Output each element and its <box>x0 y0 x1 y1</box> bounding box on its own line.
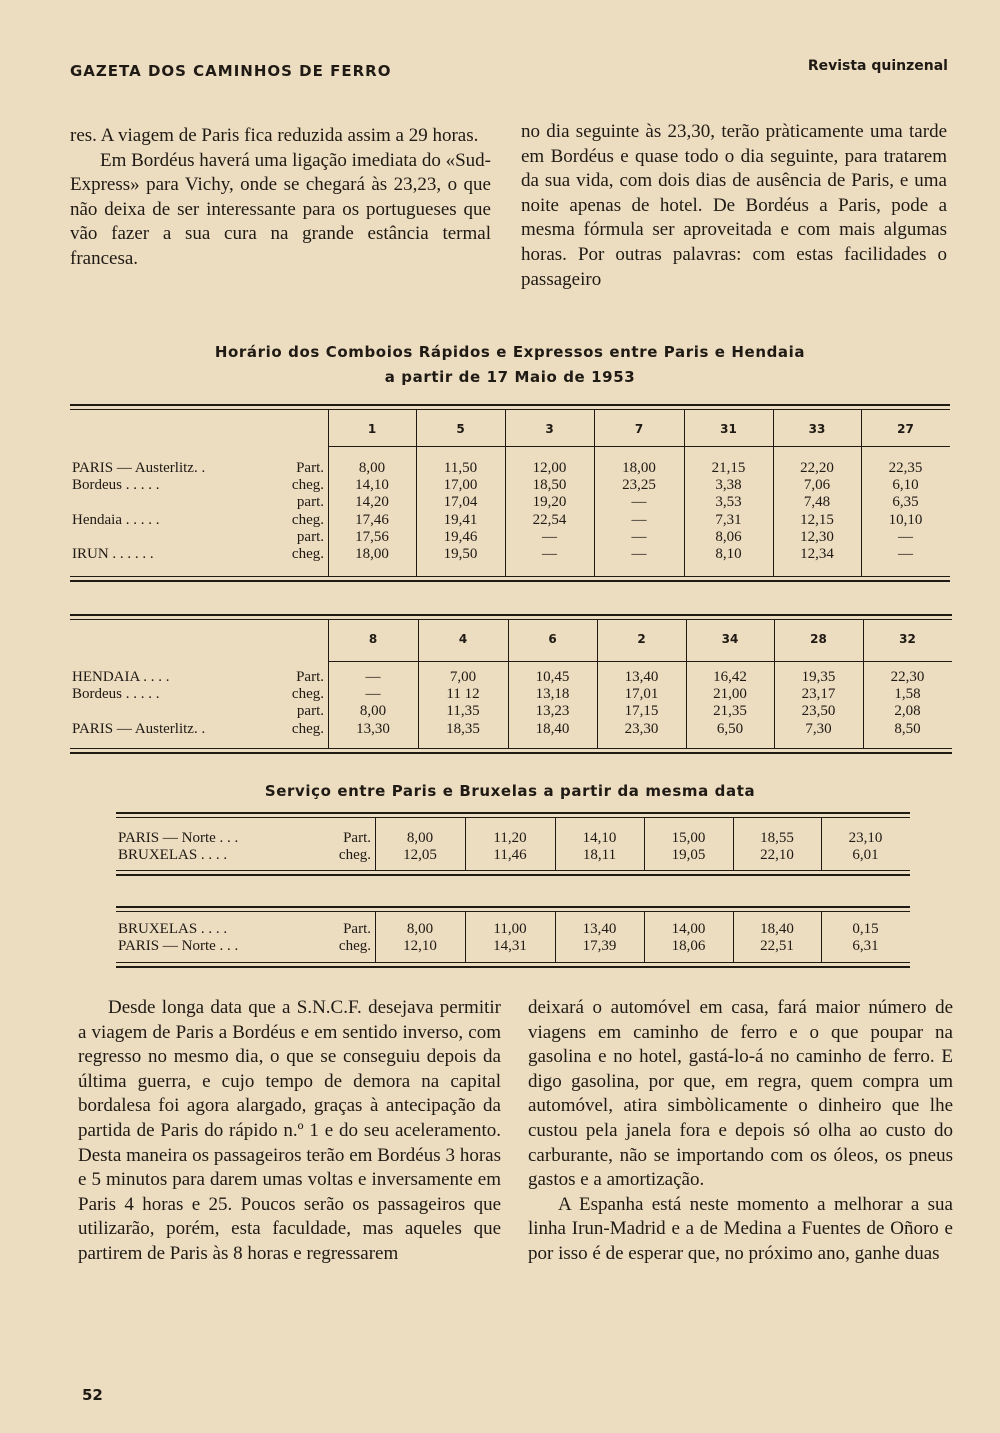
time-cell: 21,15 <box>711 460 746 476</box>
time-cell: 19,20 <box>532 494 567 511</box>
table-rule <box>116 911 910 912</box>
time-cell: 12,00 <box>532 460 567 476</box>
time-cell: — <box>898 528 913 545</box>
column-header: 27 <box>897 422 914 436</box>
time-cell: 11,35 <box>446 703 480 720</box>
page-number: 52 <box>82 1386 103 1404</box>
time-column <box>644 830 733 864</box>
column-header: 34 <box>721 632 739 646</box>
journal-subtitle: Revista quinzenal <box>807 58 948 74</box>
station-name: Bordeus . . . . . <box>72 686 160 703</box>
time-cell: 19,35 <box>801 669 836 685</box>
time-cell: 6,50 <box>716 720 744 737</box>
station-name: BRUXELAS . . . . <box>118 847 228 864</box>
time-cell: 18,40 <box>535 720 570 737</box>
table-rule <box>328 661 952 662</box>
station-name: PARIS — Norte . . . <box>118 938 239 955</box>
time-cell: 18,50 <box>532 477 567 494</box>
time-cell: 13,40 <box>624 669 659 685</box>
time-cell: 11,00 <box>493 921 527 937</box>
time-cell: 2,08 <box>894 703 921 720</box>
movement-type: Part. <box>296 669 324 685</box>
time-column <box>375 921 465 955</box>
time-cell: — <box>631 528 647 545</box>
movement-type: Part. <box>343 921 371 937</box>
movement-type: cheg. <box>291 511 324 528</box>
movement-labels <box>268 460 324 563</box>
time-column <box>328 460 416 563</box>
station-name: IRUN . . . . . . <box>72 545 154 562</box>
time-cell: — <box>898 545 913 562</box>
column-header: 32 <box>899 632 916 646</box>
text-column-bottom-right <box>528 996 953 1267</box>
time-cell: 14,10 <box>355 477 389 494</box>
time-cell: 21,00 <box>713 686 747 703</box>
movement-type: cheg. <box>291 686 324 703</box>
time-column <box>508 669 597 738</box>
station-name <box>72 703 205 720</box>
time-cell: 23,30 <box>624 720 659 737</box>
time-cell: 13,40 <box>582 921 617 937</box>
time-cell: 21,35 <box>713 703 747 720</box>
time-cell: — <box>542 545 557 562</box>
time-cell: 17,04 <box>443 494 478 511</box>
time-cell: 18,40 <box>760 921 794 937</box>
table-rule <box>328 446 950 447</box>
time-column <box>375 830 465 864</box>
table-rule <box>70 752 952 754</box>
time-cell: 12,15 <box>800 511 834 528</box>
time-cell: — <box>631 545 647 562</box>
time-cell: 8,00 <box>406 830 434 846</box>
time-column <box>644 921 733 955</box>
time-cell: 22,20 <box>800 460 834 476</box>
time-column <box>733 830 821 864</box>
station-labels <box>118 921 238 955</box>
paragraph: res. A viagem de Paris fica reduzida assim a 29 horas. <box>70 125 479 146</box>
movement-type: cheg. <box>291 545 324 562</box>
station-name: Bordeus . . . . . <box>72 477 160 494</box>
station-labels <box>72 669 205 738</box>
time-cell: 1,58 <box>894 686 921 703</box>
text-column-top-left <box>70 124 491 272</box>
time-cell: — <box>542 528 557 545</box>
column-header: 1 <box>367 422 377 436</box>
time-cell: 8,06 <box>715 528 742 545</box>
time-cell: 22,30 <box>890 669 925 685</box>
time-cell: 19,50 <box>443 545 478 562</box>
time-cell: 12,10 <box>403 938 437 955</box>
time-cell: 3,38 <box>715 477 742 494</box>
time-cell: 8,00 <box>406 921 434 937</box>
station-labels <box>72 460 205 563</box>
time-column <box>597 669 686 738</box>
time-column <box>774 669 863 738</box>
time-column <box>465 921 555 955</box>
station-name <box>72 529 205 546</box>
station-name: BRUXELAS . . . . <box>118 921 228 937</box>
column-header: 2 <box>637 632 646 646</box>
time-cell: 6,35 <box>892 494 919 511</box>
time-cell: 13,18 <box>535 686 570 703</box>
movement-type: cheg. <box>338 938 371 955</box>
time-cell: 6,10 <box>892 477 919 494</box>
time-cell: 18,55 <box>760 830 794 846</box>
time-cell: 19,05 <box>671 847 706 864</box>
time-cell: 11,20 <box>493 830 527 846</box>
time-column <box>418 669 508 738</box>
movement-type: part. <box>296 494 324 511</box>
time-cell: 11,50 <box>443 460 478 476</box>
paragraph: Em Bordéus haverá uma ligação imediata do «Sud-Express» para Vichy, onde se chegará às 23,23, o que não deixa de ser interessante para os portugueses que vão fazer a sua cura na grande estância termal francesa. <box>70 149 491 269</box>
column-header: 31 <box>720 422 737 436</box>
movement-type: Part. <box>343 830 371 846</box>
time-cell: 14,20 <box>355 494 389 511</box>
journal-title: GAZETA DOS CAMINHOS DE FERRO <box>70 62 392 80</box>
time-cell: 8,00 <box>358 460 386 476</box>
time-cell: 22,54 <box>532 511 567 528</box>
time-column <box>686 669 774 738</box>
time-column <box>861 460 950 563</box>
movement-type: cheg. <box>291 477 324 494</box>
column-header: 8 <box>368 632 378 646</box>
time-cell: 8,00 <box>359 703 387 720</box>
time-cell: 15,00 <box>671 830 706 846</box>
time-cell: 12,05 <box>403 847 437 864</box>
movement-type: cheg. <box>338 847 371 864</box>
time-cell: 7,06 <box>803 477 831 494</box>
time-cell: 13,23 <box>535 703 570 720</box>
time-column <box>821 830 910 864</box>
time-cell: 22,35 <box>888 460 923 476</box>
time-cell: 12,34 <box>800 545 834 562</box>
station-name: PARIS — Norte . . . <box>118 830 239 846</box>
time-column <box>328 669 418 738</box>
time-column <box>555 830 644 864</box>
time-cell: 12,30 <box>800 528 834 545</box>
timetable-subtitle: a partir de 17 Maio de 1953 <box>384 368 636 386</box>
time-cell: 14,10 <box>582 830 617 846</box>
time-cell: 0,15 <box>852 921 879 937</box>
table-rule <box>116 962 910 963</box>
time-cell: 14,31 <box>493 938 527 955</box>
time-cell: 22,51 <box>760 938 794 955</box>
timetable-title: Horário dos Comboios Rápidos e Expressos entre Paris e Hendaia <box>214 343 806 361</box>
time-cell: 7,48 <box>803 494 831 511</box>
time-cell: 8,10 <box>715 545 742 562</box>
column-header: 33 <box>808 422 826 436</box>
time-cell: 3,53 <box>715 494 742 511</box>
time-cell: 18,35 <box>446 720 480 737</box>
time-cell: 17,00 <box>443 477 478 494</box>
table-rule <box>70 576 950 577</box>
table-rule <box>70 580 950 582</box>
time-cell: 23,25 <box>622 477 656 494</box>
table-rule <box>70 619 952 620</box>
table-rule <box>70 404 950 406</box>
movement-type: part. <box>296 703 324 720</box>
time-cell: 17,01 <box>624 686 659 703</box>
time-cell: 7,30 <box>805 720 832 737</box>
table-rule <box>116 812 910 814</box>
time-cell: 19,46 <box>443 528 478 545</box>
time-cell: — <box>365 686 381 703</box>
time-cell: 6,31 <box>852 938 879 955</box>
time-column <box>821 921 910 955</box>
table-rule <box>116 906 910 908</box>
time-column <box>733 921 821 955</box>
time-cell: 18,00 <box>622 460 656 476</box>
time-cell: 11 12 <box>446 686 480 703</box>
time-column <box>863 669 952 738</box>
column-header: 4 <box>458 632 468 646</box>
time-column <box>465 830 555 864</box>
table-rule <box>116 966 910 968</box>
table-rule <box>116 874 910 876</box>
time-cell: 23,17 <box>801 686 836 703</box>
time-cell: 7,00 <box>449 669 477 685</box>
time-cell: 23,50 <box>801 703 836 720</box>
station-name: PARIS — Austerlitz. . <box>72 460 206 476</box>
time-cell: 16,42 <box>713 669 747 685</box>
movement-type: part. <box>296 528 324 545</box>
time-cell: 17,46 <box>355 511 389 528</box>
table-rule <box>70 409 950 410</box>
text-column-top-right <box>521 120 947 292</box>
station-name: HENDAIA . . . . <box>72 669 170 685</box>
table-rule <box>116 870 910 871</box>
time-column <box>773 460 861 563</box>
time-cell: 8,50 <box>894 720 921 737</box>
time-cell: 23,10 <box>848 830 883 846</box>
paragraph: deixará o automóvel em casa, fará maior número de viagens em caminho de ferro e o que poupar na gasolina e no hotel, gastá-lo-á no caminho de ferro. E digo gasolina, por que, em regra, quem compra um automóvel, atira simbòlicamente o dinheiro que lhe custou pela janela fora e depois só olha ao custo do carburante, não se importando com os óleos, os pneus gastos e a amortização. <box>528 997 953 1191</box>
movement-labels <box>315 830 371 864</box>
time-cell: 22,10 <box>760 847 794 864</box>
paragraph: Desde longa data que a S.N.C.F. desejava permitir a viagem de Paris a Bordéus e em sentido inverso, com regresso no mesmo dia, o que se conseguiu depois da última guerra, e cujo tempo de demora na capital bordalesa foi agora alargado, graças à antecipação da partida de Paris do rápido n.º 1 e do seu aceleramento. Desta maneira os passageiros terão em Bordéus 3 horas e 5 minutos para darem umas voltas e inversamente em Paris 4 horas e 25. Poucos serão os passageiros que utilizarão, porém, esta faculdade, mas aqueles que partirem de Paris às 8 horas e regressarem <box>78 997 501 1264</box>
time-cell: 6,01 <box>852 847 879 864</box>
time-cell: 13,30 <box>356 720 390 737</box>
column-header: 3 <box>545 422 554 436</box>
time-cell: — <box>631 494 647 511</box>
movement-type: Part. <box>296 460 324 476</box>
time-cell: 17,15 <box>624 703 659 720</box>
time-cell: 17,39 <box>582 938 617 955</box>
time-column <box>416 460 505 563</box>
time-column <box>684 460 773 563</box>
table-rule <box>70 614 952 616</box>
paragraph: no dia seguinte às 23,30, terão pràticamente uma tarde em Bordéus e quase todo o dia seguinte, para tratarem da sua vida, com dois dias de ausência de Paris, e uma noite apenas de hotel. De Bordéus a Paris, pode a mesma fórmula ser aproveitada e com mais algumas horas. Por outras palavras: com estas facilidades o passageiro <box>521 121 947 290</box>
column-header: 5 <box>456 422 465 436</box>
station-name: Hendaia . . . . . <box>72 511 160 528</box>
station-labels <box>118 830 238 864</box>
movement-type: cheg. <box>291 720 324 737</box>
time-cell: 10,10 <box>888 511 923 528</box>
station-name <box>72 494 205 511</box>
time-cell: 17,56 <box>355 528 389 545</box>
time-column <box>594 460 684 563</box>
time-cell: 7,31 <box>715 511 742 528</box>
paragraph: A Espanha está neste momento a melhorar a sua linha Irun-Madrid e a de Medina a Fuentes de Oñoro e por isso é de esperar que, no próximo ano, ganhe duas <box>528 1193 953 1264</box>
column-header: 6 <box>548 632 557 646</box>
time-cell: 10,45 <box>535 669 570 685</box>
column-header: 28 <box>810 632 827 646</box>
time-cell: — <box>365 669 381 685</box>
time-column <box>505 460 594 563</box>
movement-labels <box>268 669 324 738</box>
station-name: PARIS — Austerlitz. . <box>72 720 206 737</box>
table-rule <box>116 817 910 818</box>
time-column <box>555 921 644 955</box>
table-rule <box>70 748 952 749</box>
column-header: 7 <box>634 422 644 436</box>
time-cell: 14,00 <box>671 921 706 937</box>
time-cell: — <box>631 511 647 528</box>
movement-labels <box>315 921 371 955</box>
text-column-bottom-left <box>78 996 501 1267</box>
time-cell: 18,00 <box>355 545 389 562</box>
time-cell: 18,06 <box>671 938 706 955</box>
time-cell: 11,46 <box>493 847 527 864</box>
time-cell: 18,11 <box>582 847 617 864</box>
brussels-service-title: Serviço entre Paris e Bruxelas a partir da mesma data <box>264 782 756 800</box>
time-cell: 19,41 <box>443 511 478 528</box>
